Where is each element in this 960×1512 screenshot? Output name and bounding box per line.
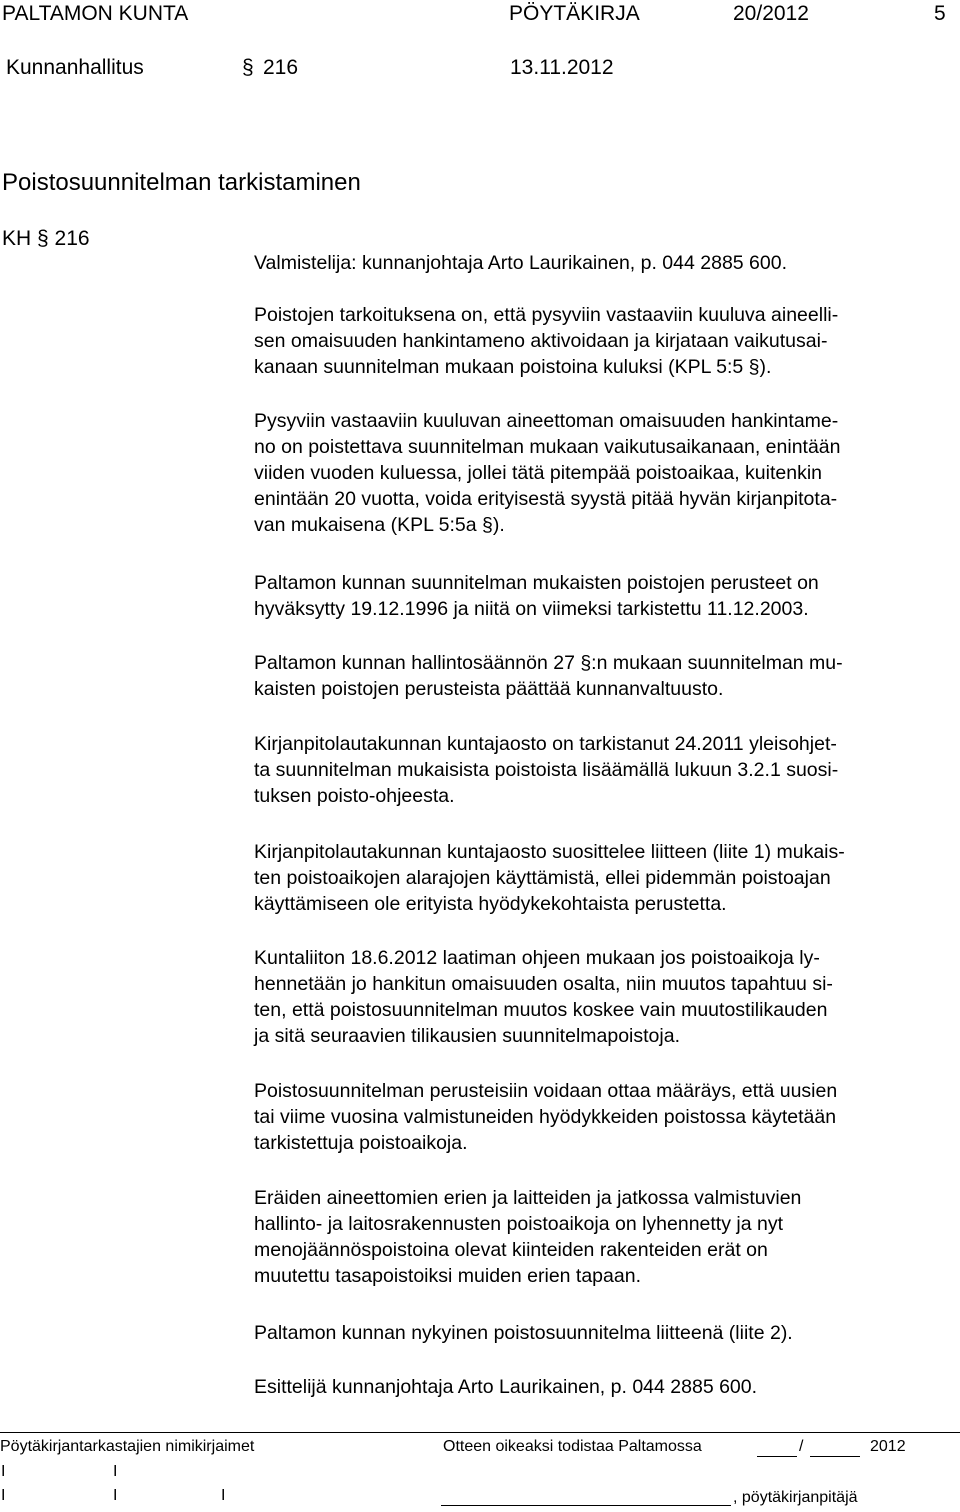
section-reference: KH § 216 <box>2 227 90 250</box>
doc-type: PÖYTÄKIRJA <box>509 2 640 25</box>
month-blank <box>810 1456 860 1457</box>
footer-year: 2012 <box>870 1438 906 1455</box>
date-slash: / <box>799 1438 804 1455</box>
paragraph-1: Poistojen tarkoituksena on, että pysyviin vastaaviin kuuluva aineelli- sen omaisuuden hankintameno aktivoidaan ja kirjataan vaikutusai- kanaan suunnitelman mukaan poistoina kuluksi (KPL 5:5 §). <box>254 304 839 378</box>
paragraph-5: Kirjanpitolautakunnan kuntajaosto on tarkistanut 24.2011 yleisohjet- ta suunnitelman mukaisista poistoista lisäämällä lukuun 3.2.1 suosi- tuksen poisto-ohjeesta. <box>254 733 839 807</box>
initials-separator-3: I <box>1 1487 6 1504</box>
presenter-line: Esittelijä kunnanjohtaja Arto Laurikainen, p. 044 2885 600. <box>254 1376 758 1398</box>
meeting-date: 13.11.2012 <box>510 56 614 79</box>
page-title: Poistosuunnitelman tarkistaminen <box>2 169 361 196</box>
section-sign: § <box>242 56 254 79</box>
initials-separator-2: I <box>113 1463 118 1480</box>
paragraph-2: Pysyviin vastaaviin kuuluvan aineettoman omaisuuden hankintame- no on poistettava suunnitelman mukaan vaikutusaikanaan, enintään viiden vuoden kuluessa, jollei tätä pitempää poistoaikaa, kuitenkin enintään 20 vuotta, voida erityisestä syystä pitää hyvän kirjanpitota- van mukaisena (KPL 5:5a §). <box>254 410 841 536</box>
doc-number: 20/2012 <box>733 2 809 25</box>
initials-separator-4: I <box>113 1487 118 1504</box>
section-number: 216 <box>263 56 299 79</box>
signature-blank <box>441 1505 731 1506</box>
paragraph-9: Eräiden aineettomien erien ja laitteiden ja jatkossa valmistuvien hallinto- ja laitosrakennusten poistoaikoja on lyhennetty ja nyt menojäännöspoistoina olevat kiinteiden rakenteiden erät on muutettu tasapoistoiksi muiden erien tapaan. <box>254 1187 802 1287</box>
body-name: Kunnanhallitus <box>6 56 144 79</box>
paragraph-preparer: Valmistelija: kunnanjohtaja Arto Laurikainen, p. 044 2885 600. <box>254 252 788 274</box>
paragraph-3: Paltamon kunnan suunnitelman mukaisten poistojen perusteet on hyväksytty 19.12.1996 ja niitä on viimeksi tarkistettu 11.12.2003. <box>254 572 819 620</box>
secretary-label: , pöytäkirjanpitäjä <box>733 1489 858 1506</box>
footer-divider <box>0 1432 960 1433</box>
inspectors-label: Pöytäkirjantarkastajien nimikirjaimet <box>0 1438 255 1455</box>
paragraph-4: Paltamon kunnan hallintosäännön 27 §:n mukaan suunnitelman mu- kaisten poistojen perusteista päättää kunnanvaltuusto. <box>254 652 843 700</box>
page-number: 5 <box>934 2 946 25</box>
day-blank <box>757 1456 797 1457</box>
certification-label: Otteen oikeaksi todistaa Paltamossa <box>443 1438 702 1455</box>
org-name: PALTAMON KUNTA <box>2 2 189 25</box>
paragraph-10: Paltamon kunnan nykyinen poistosuunnitelma liitteenä (liite 2). <box>254 1322 793 1344</box>
paragraph-6: Kirjanpitolautakunnan kuntajaosto suosittelee liitteen (liite 1) mukais- ten poistoaikojen alarajojen käyttämistä, ellei pidemmän poistoajan käyttämiseen ole erityista hyödykekohtaista perustetta. <box>254 841 845 915</box>
paragraph-8: Poistosuunnitelman perusteisiin voidaan ottaa määräys, että uusien tai viime vuosina valmistuneiden hyödykkeiden poistossa käytetään tarkistettuja poistoaikoja. <box>254 1080 838 1154</box>
initials-separator-1: I <box>1 1463 6 1480</box>
paragraph-7: Kuntaliiton 18.6.2012 laatiman ohjeen mukaan jos poistoaikoja ly- hennetään jo hankitun omaisuuden osalta, niin muutos tapahtuu si- ten, että poistosuunnitelman muutos koskee vain muutostilikauden ja sitä seuraavien tilikausien suunnitelmapoistoja. <box>254 947 833 1047</box>
initials-separator-5: I <box>221 1487 226 1504</box>
